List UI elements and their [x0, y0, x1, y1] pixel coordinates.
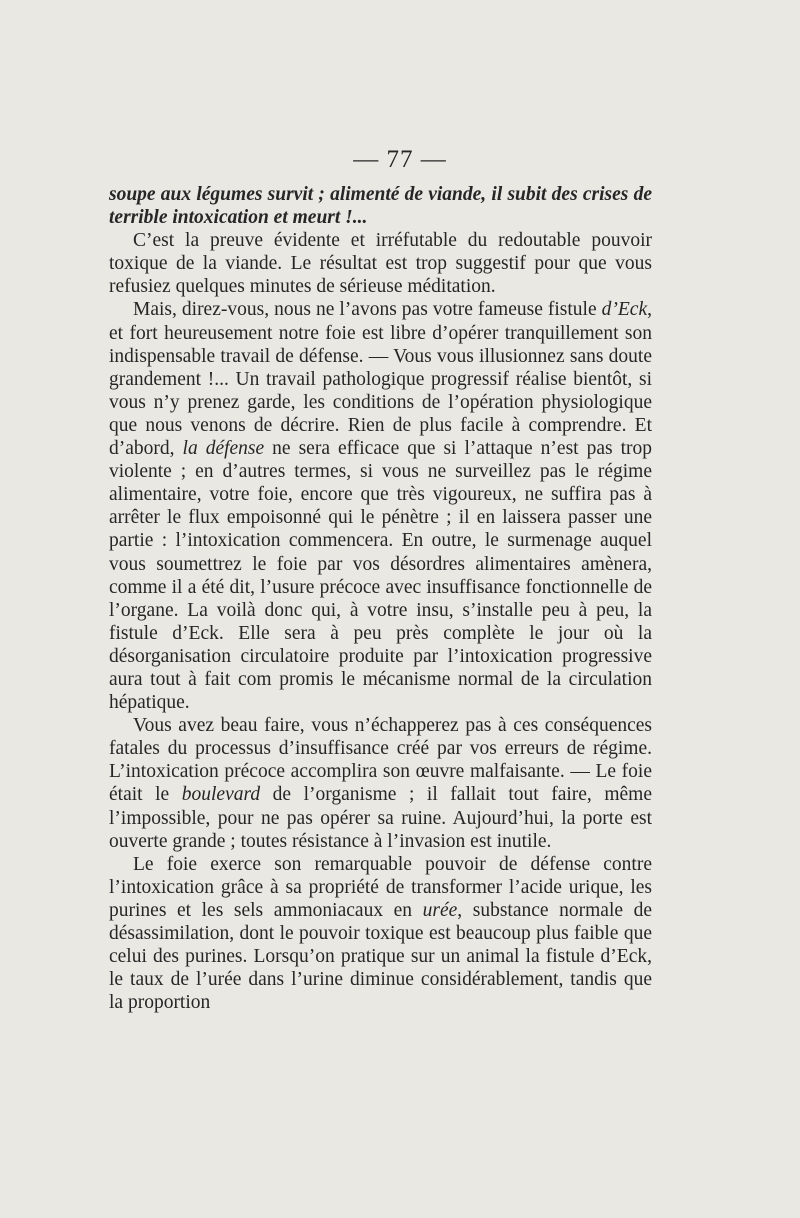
paragraph-continued: [109, 183, 652, 229]
text-run: ne sera efficace que si l’attaque n’est pas trop violente ; en d’autres termes, si vous ne surveillez pas le régime alimentaire, votre foie, encore que très vigoureux, ne suffira pas à arrêter le flux empoisonné qui le pénètre ; il en laissera passer une partie : l’intoxication commencera. En outre, le surmenage auquel vous soumettrez le foie par vos désordres alimentaires amènera, comme il a été dit, l’usure précoce avec insuffisance fonctionnelle de l’organe. La voilà donc qui, à votre insu, s’installe peu à peu, la fistule d’Eck. Elle sera à peu près complète le jour où la désorganisation circulatoire produite par l’intoxication progressive aura tout à fait com promis le mécanisme normal de la circulation hépatique.: [109, 438, 652, 714]
paragraph: [109, 298, 652, 714]
italic-run: la défense: [182, 438, 265, 460]
italic-run: d’Eck: [601, 299, 648, 321]
text-run: Vous avez beau faire, vous n’échapperez pas à ces conséquences fatales du processus d’insuffisance créé par vos erreurs de régime. L’intoxication précoce accomplira son œuvre malfaisante. — Le foie était le: [109, 715, 652, 806]
paragraph: [109, 853, 652, 1015]
text-run: soupe aux légumes survit ; alimenté de viande, il subit des crises de terrible intoxication et meurt !...: [109, 184, 652, 229]
text-run: Mais, direz-vous, nous ne l’avons pas votre fameuse fistule: [133, 299, 602, 321]
body-text: [109, 183, 652, 1014]
text-run: , substance normale de désassimilation, dont le pouvoir toxique est beaucoup plus faible que celui des purines. Lorsqu’on pratique sur un animal la fistule d’Eck, le taux de l’urée dans l’urine diminue considérablement, tandis que la proportion: [109, 899, 653, 1014]
text-run: , et fort heureusement notre foie est libre d’opérer tranquillement son indispensable travail de défense. — Vous vous illusionnez sans doute grandement !... Un travail pathologique progressif réalise bientôt, si vous n’y prenez garde, les conditions de l’opération physiologique que nous venons de décrire. Rien de plus facile à comprendre. Et d’abord,: [109, 299, 652, 460]
italic-run: urée: [422, 899, 458, 921]
text-run: C’est la preuve évidente et irréfutable du redoutable pouvoir toxique de la viande. Le résultat est trop suggestif pour que vous refusiez quelques minutes de sérieuse méditation.: [109, 230, 652, 298]
paragraph: [109, 714, 652, 853]
text-run: Le foie exerce son remarquable pouvoir de défense contre l’intoxication grâce à sa propriété de transformer l’acide urique, les purines et les sels ammoniacaux en: [109, 853, 652, 921]
text-run: de l’organisme ; il fallait tout faire, même l’impossible, pour ne pas opérer sa ruine. Aujourd’hui, la porte est ouverte grande ; toutes résistance à l’invasion est inutile.: [109, 784, 652, 852]
paragraph: [109, 229, 652, 298]
italic-run: boulevard: [181, 784, 261, 806]
page-number: — 77 —: [353, 146, 447, 173]
